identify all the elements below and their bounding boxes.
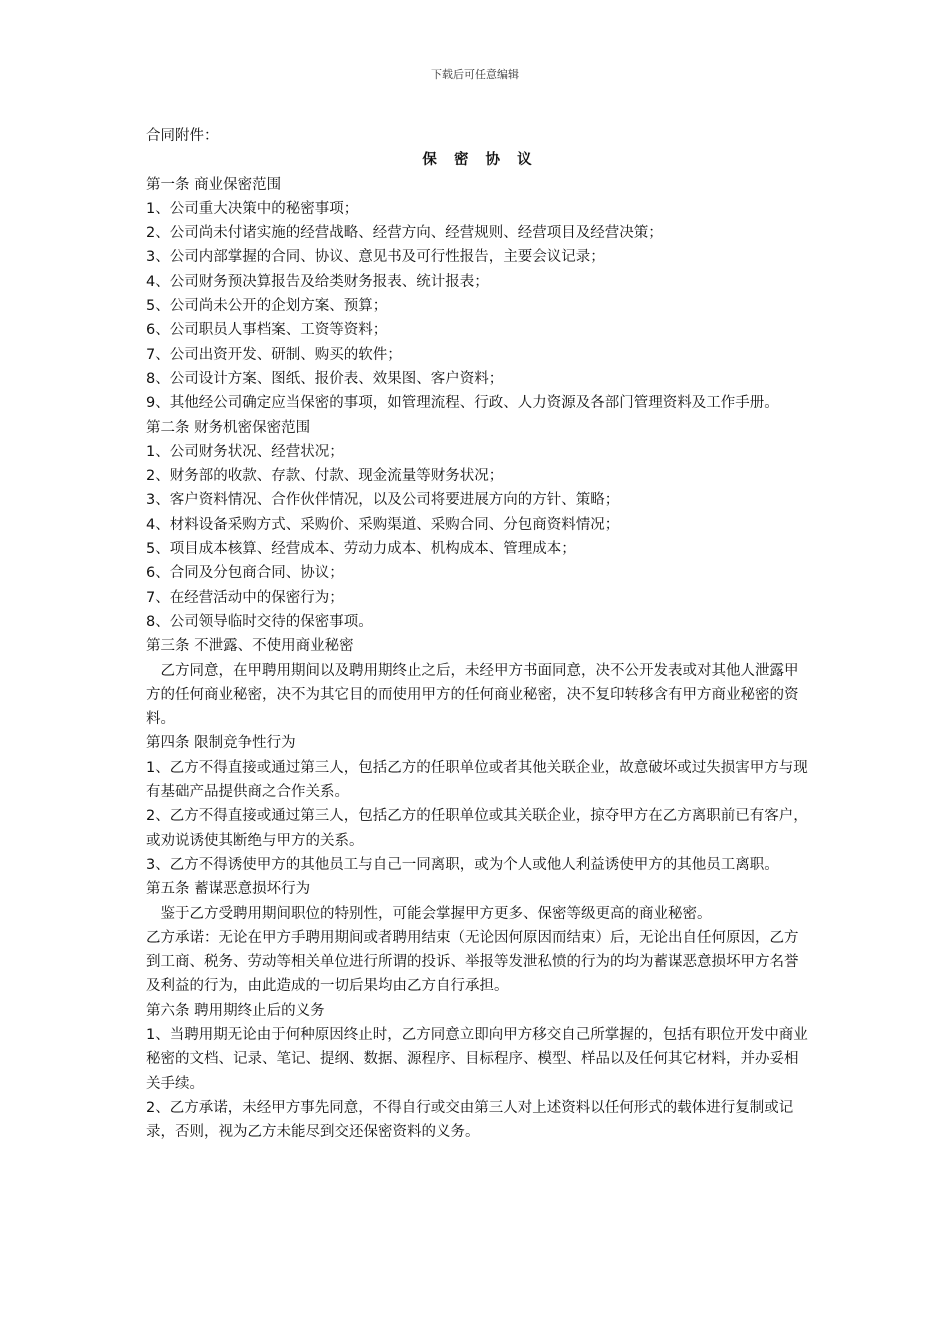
page-header: 下载后可任意编辑 <box>431 68 519 81</box>
list-item: 4、材料设备采购方式、采购价、采购渠道、采购合同、分包商资料情况； <box>146 516 620 533</box>
list-item: 1、乙方不得直接或通过第三人，包括乙方的任职单位或者其他关联企业，故意破坏或过失损害甲方与现有基础产品提供商之合作关系。 <box>146 759 808 801</box>
list-item: 1、公司重大决策中的秘密事项； <box>146 200 359 217</box>
list-item: 2、乙方承诺，未经甲方事先同意，不得自行或交由第三人对上述资料以任何形式的载体进行复制或记录，否则，视为乙方未能尽到交还保密资料的义务。 <box>146 1099 794 1141</box>
list-item: 6、合同及分包商合同、协议； <box>146 565 344 582</box>
section-heading: 第五条 蓄谋恶意损坏行为 <box>146 881 311 898</box>
list-item: 4、公司财务预决算报告及给类财务报表、统计报表； <box>146 273 489 290</box>
section-heading: 第一条 商业保密范围 <box>146 176 282 193</box>
list-item: 3、公司内部掌握的合同、协议、意见书及可行性报告，主要会议记录； <box>146 249 605 266</box>
list-item: 2、财务部的收款、存款、付款、现金流量等财务状况； <box>146 468 504 485</box>
list-item: 8、公司设计方案、图纸、报价表、效果图、客户资料； <box>146 370 504 387</box>
paragraph: 乙方同意，在甲聘用期间以及聘用期终止之后，未经甲方书面同意，决不公开发表或对其他人泄露甲方的任何商业秘密，决不为其它目的而使用甲方的任何商业秘密，决不复印转移含有甲方商业秘密的资料。 <box>146 662 799 728</box>
section-heading: 第六条 聘用期终止后的义务 <box>146 1002 325 1019</box>
attachment-label: 合同附件： <box>146 128 219 144</box>
section-heading: 第二条 财务机密保密范围 <box>146 419 311 436</box>
list-item: 1、当聘用期无论由于何种原因终止时，乙方同意立即向甲方移交自己所掌握的，包括有职位开发中商业秘密的文档、记录、笔记、提纲、数据、源程序、目标程序、模型、样品以及任何其它材料，并办妥相关手续。 <box>146 1026 808 1092</box>
list-item: 6、公司职员人事档案、工资等资料； <box>146 322 388 339</box>
list-item: 9、其他经公司确定应当保密的事项，如管理流程、行政、人力资源及各部门管理资料及工作手册。 <box>146 395 779 412</box>
list-item: 5、项目成本核算、经营成本、劳动力成本、机构成本、管理成本； <box>146 541 576 558</box>
paragraph: 乙方承诺：无论在甲方手聘用期间或者聘用结束（无论因何原因而结束）后，无论出自任何原因，乙方到工商、税务、劳动等相关单位进行所谓的投诉、举报等发泄私愤的行为的均为蓄谋恶意损坏甲方名誉及利益的行为，由此造成的一切后果均由乙方自行承担。 <box>146 929 799 995</box>
list-item: 8、公司领导临时交待的保密事项。 <box>146 613 373 630</box>
list-item: 1、公司财务状况、经营状况； <box>146 443 344 460</box>
list-item: 3、客户资料情况、合作伙伴情况，以及公司将要进展方向的方针、策略； <box>146 492 620 509</box>
section-heading: 第三条 不泄露、不使用商业秘密 <box>146 638 354 655</box>
list-item: 7、在经营活动中的保密行为； <box>146 589 344 606</box>
list-item: 3、乙方不得诱使甲方的其他员工与自己一同离职，或为个人或他人利益诱使甲方的其他员工离职。 <box>146 856 779 873</box>
paragraph: 鉴于乙方受聘用期间职位的特别性，可能会掌握甲方更多、保密等级更高的商业秘密。 <box>160 905 712 922</box>
document-body <box>146 124 808 1144</box>
section-heading: 第四条 限制竞争性行为 <box>146 735 296 752</box>
document-title: 保 密 协 议 <box>422 152 538 169</box>
list-item: 5、公司尚未公开的企划方案、预算； <box>146 298 388 315</box>
list-item: 2、乙方不得直接或通过第三人，包括乙方的任职单位或其关联企业，掠夺甲方在乙方离职前已有客户，或劝说诱使其断绝与甲方的关系。 <box>146 808 808 849</box>
list-item: 7、公司出资开发、研制、购买的软件； <box>146 346 402 363</box>
list-item: 2、公司尚未付诸实施的经营战略、经营方向、经营规则、经营项目及经营决策； <box>146 225 663 242</box>
